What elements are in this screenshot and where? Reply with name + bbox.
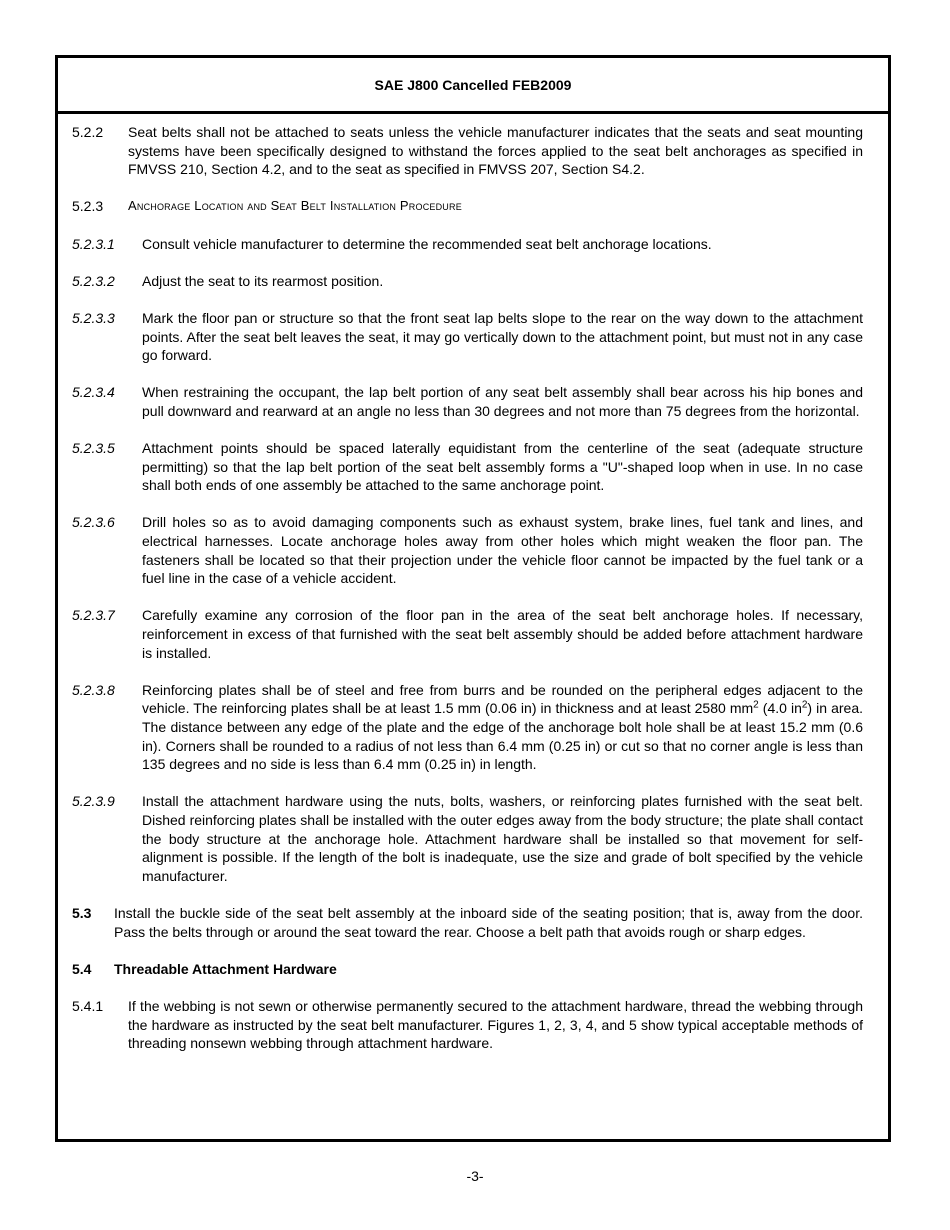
section-text: Install the attachment hardware using the nuts, bolts, washers, or reinforcing plates furnished with the seat belt. Dished reinforcing plates shall be installed with the outer edges away from the body structure; the plate shall contact the body structure at the anchorage hole. Attachment hardware shall be installed so that movement for self-alignment is possible. If the length of the bolt is inadequate, use the size and grade of bolt specified by the vehicle manufacturer. — [142, 793, 863, 884]
text-part: ) in area. The distance between any edge of the plate and the edge of the anchorage bolt hole shall be at least 15.2 mm (0.6 in). Corners shall be rounded to a radius of not less than 6.4 mm (0.25 in) or cut so that no corner angle is less than 135 degrees and no side is less than 6.4 mm (0.25 in) in length. — [142, 700, 863, 773]
section-number: 5.2.3.2 — [72, 272, 115, 289]
document-header — [58, 58, 888, 114]
section-text — [142, 681, 863, 774]
section-text: Mark the floor pan or structure so that the front seat lap belts slope to the rear on the way down to the attachment points. After the seat belt leaves the seat, it may go vertically down to the attachment point, but must not in any case go forward. — [142, 309, 863, 364]
section-5-2-2 — [72, 123, 863, 179]
section-5-2-3-6 — [72, 513, 863, 587]
section-heading: Anchorage Location and Seat Belt Installation Procedure — [128, 198, 462, 214]
section-5-4 — [72, 960, 863, 979]
section-5-2-3-2 — [72, 272, 863, 291]
section-number: 5.4 — [72, 960, 92, 977]
section-5-2-3-9 — [72, 792, 863, 885]
section-number: 5.2.2 — [72, 124, 104, 140]
section-number: 5.3 — [72, 904, 92, 921]
section-number: 5.2.3 — [72, 198, 104, 215]
section-5-2-3-1 — [72, 235, 863, 254]
page-frame — [55, 55, 891, 1142]
section-5-2-3-3 — [72, 309, 863, 365]
section-5-2-3-5 — [72, 439, 863, 495]
section-5-2-3-4 — [72, 383, 863, 420]
section-number: 5.2.3.6 — [72, 514, 115, 531]
section-number: 5.2.3.1 — [72, 235, 115, 252]
section-text: If the webbing is not sewn or otherwise permanently secured to the attachment hardware, thread the webbing through the hardware as instructed by the seat belt manufacturer. Figures 1, 2, 3, 4, and 5 show typical acceptable methods of threading nonsewn webbing through attachment hardware. — [128, 997, 863, 1052]
section-number: 5.4.1 — [72, 997, 104, 1014]
section-text: Drill holes so as to avoid damaging components such as exhaust system, brake lines, fuel tank and lines, and electrical harnesses. Locate anchorage holes away from other holes which might weaken the floor pan. The fasteners shall be located so that their projection under the vehicle floor cannot be impacted by the fuel tank or a fuel line in the case of a vehicle accident. — [142, 514, 863, 587]
section-5-2-3-7 — [72, 606, 863, 662]
section-number: 5.2.3.9 — [72, 793, 115, 810]
section-text: Adjust the seat to its rearmost position. — [142, 272, 384, 289]
section-number: 5.2.3.4 — [72, 384, 115, 401]
text-part: (4.0 in — [758, 700, 802, 717]
document-body — [58, 114, 888, 1053]
section-number: 5.2.3.8 — [72, 681, 115, 698]
section-text: Install the buckle side of the seat belt assembly at the inboard side of the seating position; that is, away from the door. Pass the belts through or around the seat toward the rear. Choose a belt path that avoids rough or sharp edges. — [114, 904, 863, 940]
section-heading: Threadable Attachment Hardware — [114, 960, 337, 977]
section-5-4-1 — [72, 997, 863, 1053]
text-part: Reinforcing plates shall be of steel and free from burrs and be rounded on the peripheral edges adjacent to the vehicle. The reinforcing plates shall be at least 1.5 mm (0.06 in) in thickness and at least 2580 mm — [142, 681, 863, 717]
section-5-2-3 — [72, 197, 863, 216]
section-5-3 — [72, 904, 863, 941]
section-text: When restraining the occupant, the lap belt portion of any seat belt assembly shall bear across his hip bones and pull downward and rearward at an angle no less than 30 degrees and not more than 75 degrees from the horizontal. — [142, 384, 863, 419]
section-number: 5.2.3.5 — [72, 440, 115, 457]
page-number: -3- — [466, 1168, 484, 1184]
section-5-2-3-8 — [72, 681, 863, 774]
section-text: Seat belts shall not be attached to seats unless the vehicle manufacturer indicates that the seats and seat mounting systems have been specifically designed to withstand the forces applied to the seat belt anchorages as specified in FMVSS 210, Section 4.2, and to the seat as specified in FMVSS 207, Section S4.2. — [128, 124, 863, 178]
superscript: 2 — [801, 699, 808, 711]
superscript: 2 — [753, 699, 759, 711]
section-text: Carefully examine any corrosion of the floor pan in the area of the seat belt anchorage holes. If necessary, reinforcement in excess of that furnished with the seat belt assembly should be added before attachment hardware is installed. — [142, 607, 863, 661]
section-text: Consult vehicle manufacturer to determine the recommended seat belt anchorage locations. — [142, 235, 712, 252]
section-text: Attachment points should be spaced laterally equidistant from the centerline of the seat (adequate structure permitting) so that the lap belt portion of the seat belt assembly forms a "U"-shaped loop when in use. In no case shall both ends of one assembly be attached to the same anchorage point. — [142, 440, 863, 494]
section-number: 5.2.3.7 — [72, 607, 115, 624]
header-title: SAE J800 Cancelled FEB2009 — [374, 76, 572, 93]
section-number: 5.2.3.3 — [72, 309, 115, 326]
